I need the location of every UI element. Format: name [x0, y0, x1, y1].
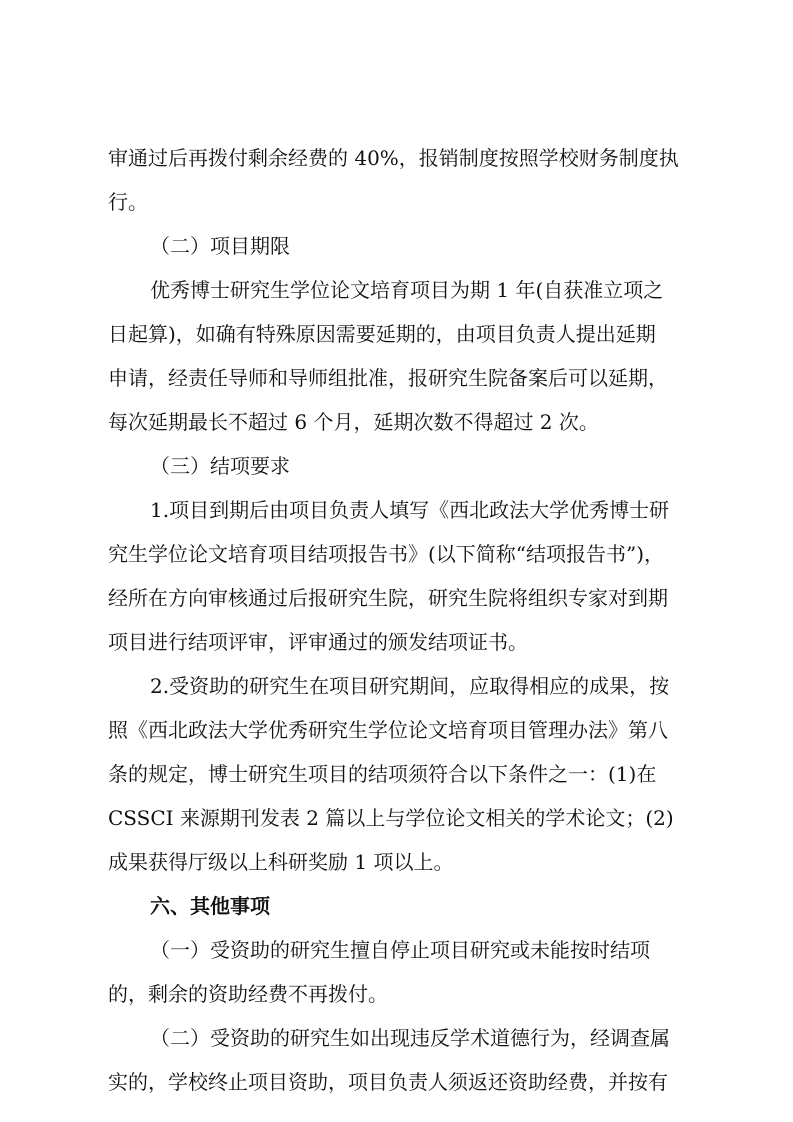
subsection-heading-duration: （二）项目期限 [150, 234, 290, 258]
body-line-continuation: 审通过后再拨付剩余经费的 40%，报销制度按照学校财务制度执 [108, 146, 679, 170]
body-line: 每次延期最长不超过 6 个月，延期次数不得超过 2 次。 [108, 410, 599, 434]
body-line: 照《西北政法大学优秀研究生学位论文培育项目管理办法》第八 [108, 718, 668, 742]
body-line: 实的，学校终止项目资助，项目负责人须返还资助经费，并按有 [108, 1070, 668, 1094]
paragraph-first-line: 1.项目到期后由项目负责人填写《西北政法大学优秀博士研 [150, 498, 670, 522]
paragraph-first-line: （二）受资助的研究生如出现违反学术道德行为，经调查属 [150, 1026, 670, 1050]
paragraph-first-line: 优秀博士研究生学位论文培育项目为期 1 年(自获准立项之 [150, 278, 664, 302]
subsection-heading-completion: （三）结项要求 [150, 454, 290, 478]
body-line: 经所在方向审核通过后报研究生院，研究生院将组织专家对到期 [108, 586, 668, 610]
body-line: CSSCI 来源期刊发表 2 篇以上与学位论文相关的学术论文；(2) [108, 806, 674, 830]
paragraph-first-line: （一）受资助的研究生擅自停止项目研究或未能按时结项 [150, 938, 650, 962]
body-line: 究生学位论文培育项目结项报告书》(以下简称“结项报告书”)， [108, 542, 665, 566]
body-line-continuation: 行。 [108, 190, 148, 214]
body-line: 日起算)，如确有特殊原因需要延期的，由项目负责人提出延期 [108, 322, 656, 346]
body-line: 的，剩余的资助经费不再拨付。 [108, 982, 388, 1006]
paragraph-first-line: 2.受资助的研究生在项目研究期间，应取得相应的成果，按 [150, 674, 670, 698]
section-heading-other-matters: 六、其他事项 [150, 894, 270, 918]
body-line: 条的规定，博士研究生项目的结项须符合以下条件之一：(1)在 [108, 762, 657, 786]
body-line: 成果获得厅级以上科研奖励 1 项以上。 [108, 850, 454, 874]
body-line: 项目进行结项评审，评审通过的颁发结项证书。 [108, 630, 528, 654]
body-line: 申请，经责任导师和导师组批准，报研究生院备案后可以延期， [108, 366, 668, 390]
